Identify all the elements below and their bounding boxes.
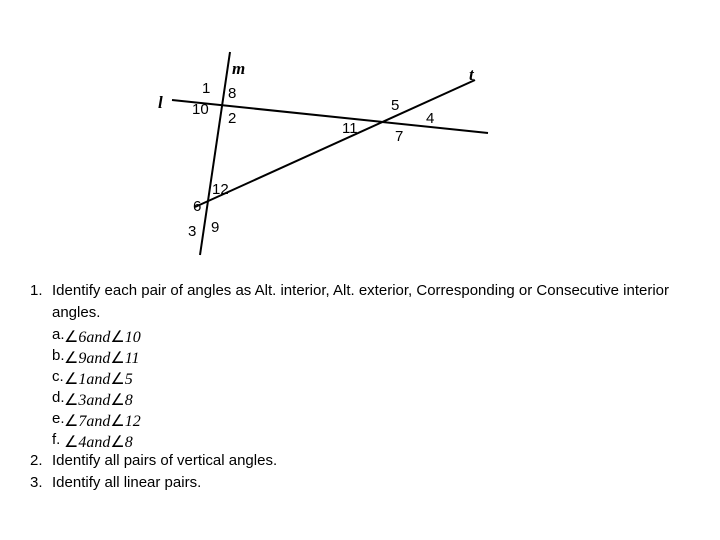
question-number: 1. <box>30 282 43 299</box>
sub-item-d <box>30 387 700 408</box>
angle-symbol: ∠ <box>110 371 125 388</box>
sub-item-letter: d. <box>52 389 65 406</box>
line-t-label: t <box>469 65 474 84</box>
sub-item-letter: a. <box>52 326 65 343</box>
angle-pair-expression <box>64 372 133 388</box>
angle-number: 4 <box>78 434 87 451</box>
angle-symbol: ∠ <box>64 350 79 367</box>
angle-symbol: ∠ <box>110 413 125 430</box>
angle-number: 1 <box>78 371 87 388</box>
and-word: and <box>86 392 111 409</box>
angle-label-10: 10 <box>192 101 209 118</box>
and-word: and <box>86 371 111 388</box>
angle-pair-expression <box>64 414 141 430</box>
question-text: Identify each pair of angles as Alt. interior, Alt. exterior, Corresponding or Consecutive interior angles. <box>52 282 669 321</box>
angle-label-3: 3 <box>188 223 197 240</box>
angle-symbol: ∠ <box>110 350 125 367</box>
angle-number: 8 <box>124 434 133 451</box>
angle-label-7: 7 <box>395 128 404 145</box>
question-1 <box>30 280 700 324</box>
sub-item-c <box>30 366 700 387</box>
angle-number: 3 <box>78 392 87 409</box>
angle-number: 9 <box>78 350 87 367</box>
and-word: and <box>86 434 111 451</box>
question-2 <box>30 450 700 472</box>
questions-list <box>30 280 700 494</box>
angle-symbol: ∠ <box>64 371 79 388</box>
sub-item-letter: e. <box>52 410 65 427</box>
angle-label-11: 11 <box>342 120 358 137</box>
and-word: and <box>86 329 111 346</box>
sub-item-letter: c. <box>52 368 64 385</box>
angle-symbol: ∠ <box>110 392 125 409</box>
angle-label-12: 12 <box>212 181 229 198</box>
angle-label-6: 6 <box>193 198 202 215</box>
angle-number: 7 <box>78 413 87 430</box>
angle-number: 8 <box>124 392 133 409</box>
sub-item-letter: f. <box>52 431 61 448</box>
question-number: 3. <box>30 474 43 491</box>
and-word: and <box>86 413 111 430</box>
angle-label-4: 4 <box>426 110 435 127</box>
sub-item-b <box>30 345 700 366</box>
and-word: and <box>86 350 111 367</box>
angle-number: 12 <box>124 413 141 430</box>
sub-item-e <box>30 408 700 429</box>
angle-pair-expression <box>64 330 141 346</box>
question-text: Identify all pairs of vertical angles. <box>52 452 278 469</box>
angle-symbol: ∠ <box>110 329 125 346</box>
angle-number: 5 <box>124 371 133 388</box>
angle-symbol: ∠ <box>110 434 125 451</box>
angle-label-9: 9 <box>211 219 220 236</box>
angle-pair-expression <box>64 351 140 367</box>
question-text: Identify all linear pairs. <box>52 474 202 491</box>
angle-label-8: 8 <box>228 85 237 102</box>
angle-pair-expression <box>64 393 133 409</box>
angle-number: 11 <box>124 350 140 367</box>
line-l-label: l <box>158 93 163 112</box>
angle-label-2: 2 <box>228 110 237 127</box>
angle-symbol: ∠ <box>64 413 79 430</box>
angle-symbol: ∠ <box>64 392 79 409</box>
sub-item-a <box>30 324 700 345</box>
angle-label-5: 5 <box>391 97 400 114</box>
angle-symbol: ∠ <box>64 434 79 451</box>
angle-symbol: ∠ <box>64 329 79 346</box>
line-t <box>195 80 475 207</box>
angle-pair-expression <box>64 435 133 451</box>
angle-number: 6 <box>78 329 87 346</box>
sub-item-f <box>30 429 700 450</box>
angle-number: 10 <box>124 329 141 346</box>
sub-item-letter: b. <box>52 347 65 364</box>
question-number: 2. <box>30 452 43 469</box>
line-m-label: m <box>232 59 246 78</box>
angle-label-1: 1 <box>202 80 211 97</box>
question-3 <box>30 472 700 494</box>
